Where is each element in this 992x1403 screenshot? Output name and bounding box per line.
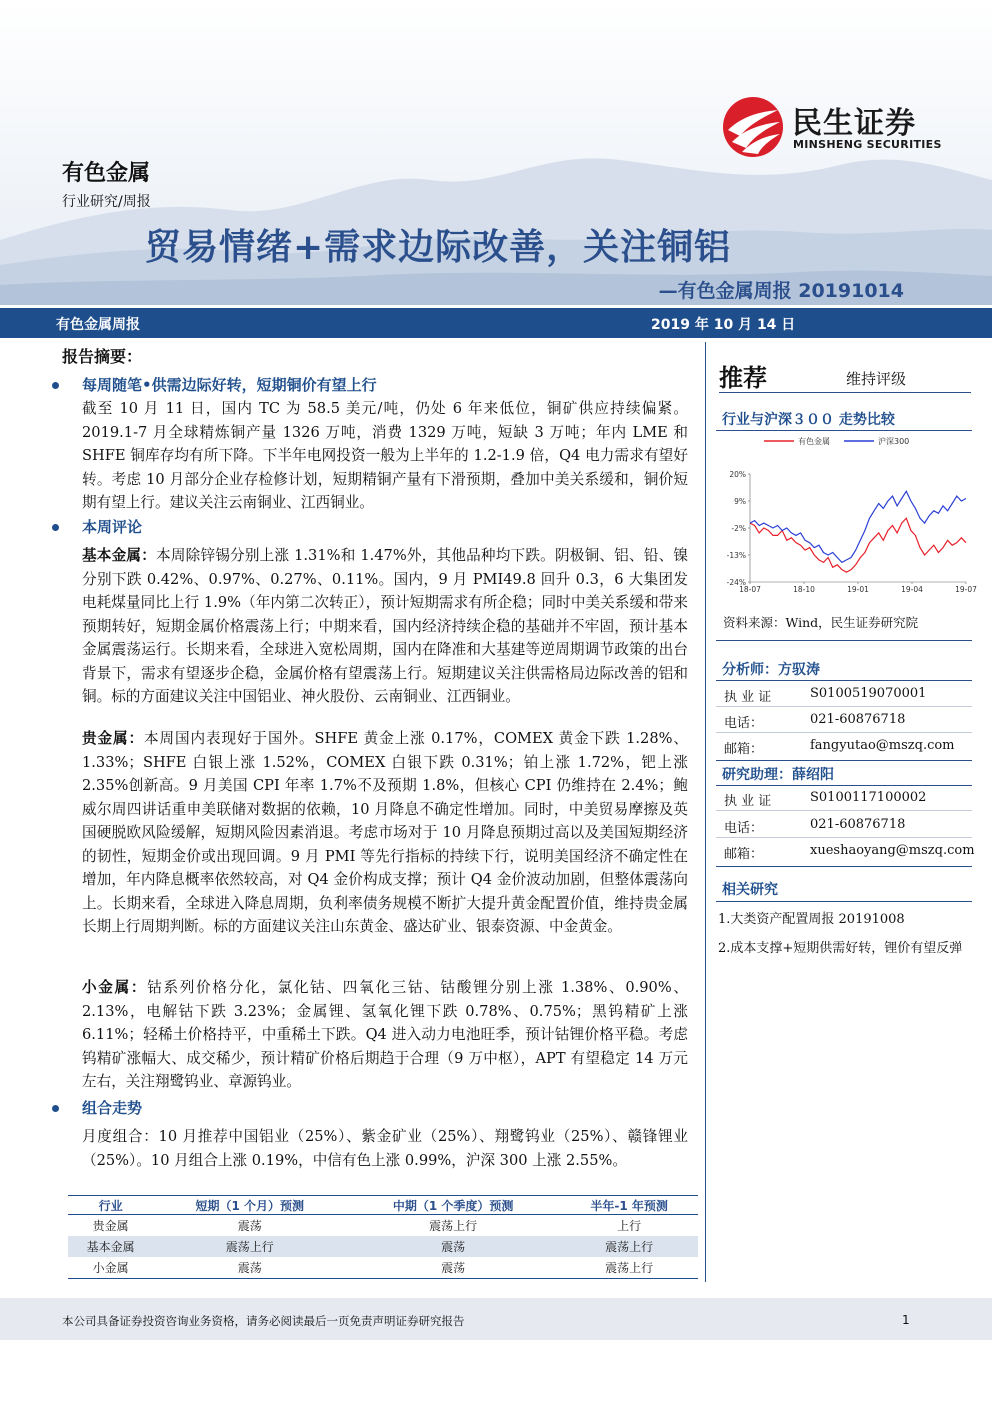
divider: [716, 680, 972, 681]
table-cell: 震荡上行: [153, 1236, 346, 1257]
table-cell: 贵金属: [92, 1219, 129, 1233]
related-research-item[interactable]: 2.成本支撑+短期供需好转，锂价有望反弹: [718, 941, 963, 956]
rating-label: 维持评级: [846, 370, 907, 388]
summary-heading: 报告摘要：: [62, 347, 143, 366]
divider: [716, 732, 972, 733]
analyst-email-value[interactable]: fangyutao@mszq.com: [810, 738, 955, 753]
report-subtitle: —有色金属周报 20191014: [658, 280, 904, 302]
assistant-cert-value: S0100117100002: [810, 790, 927, 805]
y-tick-label: -24%: [726, 578, 746, 587]
header-band: [0, 308, 992, 338]
col-header: 中期（1 个季度）预测: [346, 1196, 560, 1215]
precious-metals-lead: 贵金属：: [82, 730, 145, 747]
analyst-cert-value: S0100519070001: [810, 686, 927, 701]
divider: [716, 785, 972, 786]
table-cell: 震荡: [346, 1257, 560, 1279]
page-number: 1: [902, 1313, 910, 1327]
report-title: 贸易情绪+需求边际改善，关注铜铝: [145, 227, 732, 268]
y-tick-label: 9%: [734, 497, 746, 506]
assistant-title: 研究助理：薛绍阳: [722, 767, 834, 783]
col-header: 半年-1 年预测: [560, 1196, 698, 1215]
y-tick-label: -2%: [731, 524, 746, 533]
table-cell: 震荡: [153, 1257, 346, 1279]
analyst-email-key: 邮箱：: [724, 742, 764, 757]
band-report-name: 有色金属周报: [56, 317, 140, 333]
analyst-phone-key: 电话：: [724, 716, 764, 731]
minor-metals-lead: 小金属：: [82, 979, 148, 996]
divider: [719, 392, 971, 393]
table-row: [68, 1257, 698, 1279]
base-metals-text: 本周除锌锡分别上涨 1.31%和 1.47%外，其他品种均下跌。阴极铜、铝、铅、镍分别下跌 0.42%、0.97%、0.27%、0.11%。国内，9 月 PMI49.8 回升 0.3，6 大集团发电耗煤量同比上行 1.9%（年内第二次转正），预计短期需求有所企稳；同时中美关系缓和带来预期转好，短期金属价格震荡上行；中期来看，国内经济持续企稳的基础并不牢固，预计基本金属震荡运行。长期来看，全球进入宽松周期，国内在降准和大基建等逆周期调节政策的出台背景下，需求有望逐步企稳，金属价格有望震荡上行。短期建议关注供需格局边际改善的铝和铜。标的方面建议关注中国铝业、神火股份、云南铜业、江西铜业。: [82, 547, 688, 705]
band-report-date: 2019 年 10 月 14 日: [651, 317, 796, 333]
divider: [716, 837, 972, 838]
section-weekly-essay-text: 截至 10 月 11 日，国内 TC 为 58.5 美元/吨，仍处 6 年来低位，铜矿供应持续偏紧。2019.1-7 月全球精炼铜产量 1326 万吨，消费 1329 万吨，短缺 3 万吨；年内 LME 和 SHFE 铜库存均有所下降。下半年电网投资一般为上半年的 1.2-1.9 倍，Q4 电力需求有望好转。考虑 10 月部分企业存检修计划，短期精铜产量有下滑预期，叠加中美关系缓和，铜价短期有望上行。建议关注云南铜业、江西铜业。: [82, 400, 688, 511]
x-tick-label: 19-04: [901, 585, 923, 594]
series-line-csi300: [750, 491, 966, 562]
assistant-phone-key: 电话：: [724, 821, 764, 836]
table-cell: 震荡: [237, 1219, 262, 1233]
x-tick-label: 19-07: [955, 585, 977, 594]
table-row: [68, 1236, 698, 1257]
related-research-item[interactable]: 1.大类资产配置周报 20191008: [718, 912, 905, 927]
section-portfolio-title: 组合走势: [82, 1099, 143, 1117]
divider: [716, 706, 972, 707]
minor-metals-paragraph: [82, 976, 688, 1094]
base-metals-paragraph: [82, 544, 688, 709]
divider: [716, 810, 972, 811]
table-cell: 上行: [617, 1219, 642, 1233]
forecast-table-header: [68, 1196, 698, 1215]
table-cell: 震荡上行: [429, 1219, 478, 1233]
x-tick-label: 18-10: [793, 585, 815, 594]
bullet-icon: [52, 382, 59, 389]
base-metals-lead: 基本金属：: [82, 547, 157, 564]
sector-label: 有色金属: [62, 161, 151, 186]
assistant-email-value[interactable]: xueshaoyang@mszq.com: [810, 843, 975, 858]
divider: [716, 866, 972, 867]
chart-source: 资料来源：Wind，民生证券研究院: [723, 615, 919, 630]
chart-title: 行业与沪深３００ 走势比较: [722, 412, 895, 428]
precious-metals-paragraph: [82, 727, 688, 939]
section-weekly-essay-title: 每周随笔•供需边际好转，短期铜价有望上行: [82, 376, 377, 394]
divider: [716, 901, 972, 902]
assistant-email-key: 邮箱：: [724, 847, 764, 862]
col-header: 行业: [68, 1196, 153, 1215]
related-research-title: 相关研究: [722, 882, 778, 898]
divider: [716, 430, 972, 431]
chart-legend: [764, 436, 909, 446]
chart-x-axis: [739, 582, 977, 594]
analyst-title: 分析师：方驭涛: [722, 662, 820, 678]
divider: [716, 760, 972, 761]
chart-y-axis: [727, 470, 750, 587]
portfolio-text: 月度组合：10 月推荐中国铝业（25%）、紫金矿业（25%）、翔鹭钨业（25%）、赣锋锂业（25%）。10 月组合上涨 0.19%，中信有色上涨 0.99%，沪深 300 上涨 2.55%。: [82, 1128, 688, 1169]
analyst-phone-value: 021-60876718: [810, 712, 906, 727]
footer-disclaimer: 本公司具备证券投资咨询业务资格，请务必阅读最后一页免责声明证券研究报告: [62, 1314, 465, 1328]
col-header: 短期（1 个月）预测: [153, 1196, 346, 1215]
y-tick-label: 20%: [729, 470, 746, 479]
x-tick-label: 19-01: [847, 585, 869, 594]
bullet-icon: [52, 1105, 59, 1112]
legend-label: 有色金属: [798, 437, 830, 446]
table-cell: 震荡上行: [560, 1236, 698, 1257]
minor-metals-text: 钴系列价格分化，氯化钴、四氧化三钴、钴酸锂分别上涨 1.38%、0.90%、2.13%，电解钴下跌 3.23%；金属锂、氢氧化锂下跌 0.78%、0.75%；黑钨精矿上涨 6.11%；轻稀土价格持平，中重稀土下跌。Q4 进入动力电池旺季，预计钴锂价格平稳。考虑钨精矿涨幅大、成交稀少，预计精矿价格后期趋于合理（9 万中枢），APT 有望稳定 14 万元左右，关注翔鹭钨业、章源钨业。: [82, 979, 688, 1090]
minsheng-logo-icon: [722, 96, 784, 158]
divider: [716, 640, 972, 641]
doc-type-label: 行业研究/周报: [62, 194, 151, 210]
chart-series-group: [750, 491, 966, 572]
bullet-icon: [52, 524, 59, 531]
recommendation-label: 推荐: [719, 364, 767, 392]
table-cell: 震荡: [346, 1236, 560, 1257]
x-tick-label: 18-07: [739, 585, 761, 594]
table-cell: 基本金属: [68, 1236, 153, 1257]
assistant-phone-value: 021-60876718: [810, 817, 906, 832]
section-weekly-review-title: 本周评论: [82, 518, 143, 536]
legend-label: 沪深300: [878, 437, 910, 446]
analyst-cert-key: 执 业 证: [724, 690, 772, 705]
table-cell: 小金属: [68, 1257, 153, 1279]
forecast-table: [68, 1195, 698, 1279]
brand-name-cn: 民生证券: [792, 106, 916, 141]
performance-chart: [716, 432, 977, 602]
precious-metals-text: 本周国内表现好于国外。SHFE 黄金上涨 0.17%，COMEX 黄金下跌 1.28%、1.33%；SHFE 白银上涨 1.52%，COMEX 白银下跌 0.31%；铂上涨 1.72%，钯上涨 2.35%创新高。9 月美国 CPI 年率 1.7%不及预期 1.8%，但核心 CPI 仍维持在 2.4%；鲍威尔周四讲话重申美联储对数据的依赖，10 月降息不确定性增加。同时，中美贸易摩擦及英国硬脱欧风险缓解，短期风险因素消退。考虑市场对于 10 月降息预期过高以及美国短期经济的韧性，短期金价或出现回调。9 月 PMI 等先行指标的持续下行，说明美国经济不确定性在增加，年内降息概率依然较高，对 Q4 金价构成支撑；预计 Q4 金价波动加剧，但整体震荡向上。长期来看，全球进入降息周期，负利率债务规模不断扩大提升黄金配置价值，维持贵金属长期上行周期判断。标的方面建议关注山东黄金、盛达矿业、银泰资源、中金黄金。: [82, 730, 688, 935]
table-cell: 震荡上行: [560, 1257, 698, 1279]
table-row: [68, 1215, 698, 1237]
assistant-cert-key: 执 业 证: [724, 794, 772, 809]
brand-name-en: MINSHENG SECURITIES: [793, 138, 942, 151]
column-divider: [705, 342, 706, 1282]
y-tick-label: -13%: [726, 551, 746, 560]
